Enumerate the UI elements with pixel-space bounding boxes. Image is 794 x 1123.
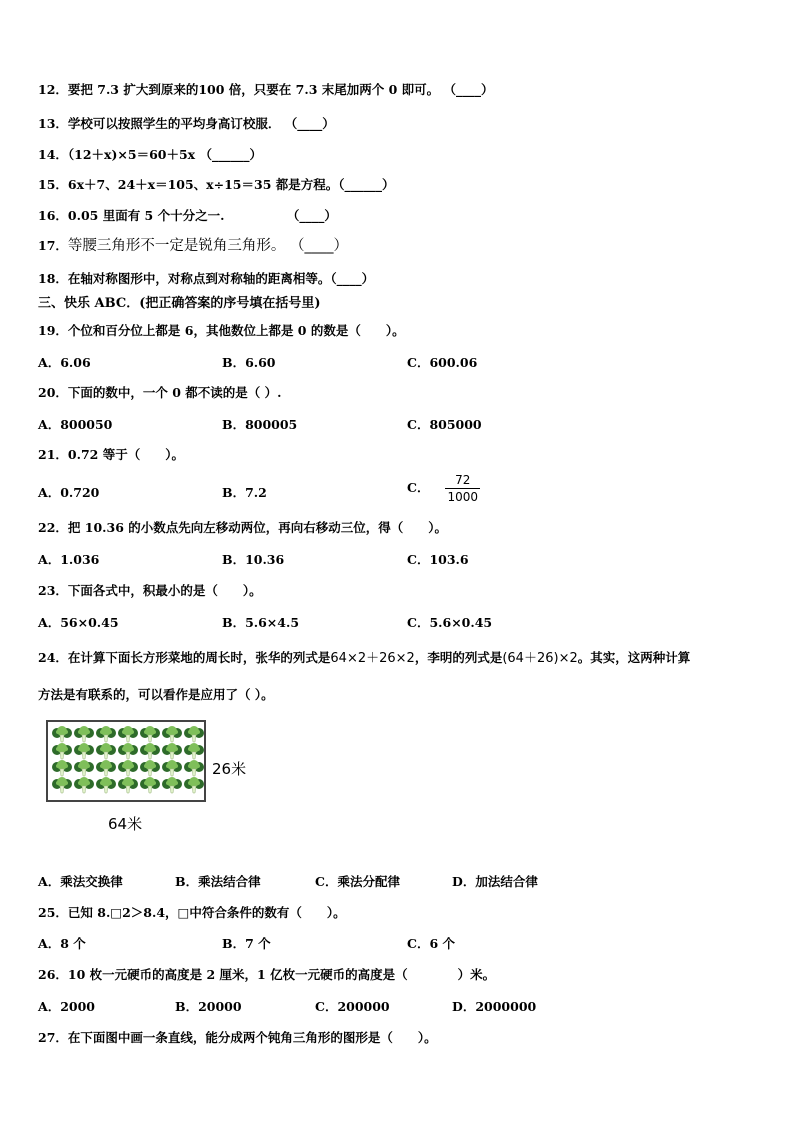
q26: 26．10 枚一元硬币的高度是 2 厘米，1 亿枚一元硬币的高度是（ ）米。 — [38, 967, 496, 982]
q21: 21．0.72 等于（ ）。 — [38, 447, 184, 462]
q21-option-c — [407, 472, 480, 505]
cabbage-icon — [52, 743, 72, 760]
q23-option-c: C．5.6×0.45 — [407, 615, 493, 630]
q25-option-a: A．8 个 — [38, 936, 86, 951]
q22: 22．把 10.36 的小数点先向左移动两位，再向右移动三位，得（ ）。 — [38, 520, 447, 535]
q24-option-d: D．加法结合律 — [452, 874, 538, 889]
cabbage-icon — [140, 743, 160, 760]
q19-option-c: C．600.06 — [407, 355, 478, 370]
cabbage-icon — [74, 760, 94, 777]
q23-option-b: B．5.6×4.5 — [222, 615, 300, 630]
q26-option-a: A．2000 — [38, 999, 95, 1014]
cabbage-icon — [74, 726, 94, 743]
cabbage-icon — [162, 726, 182, 743]
cabbage-icon — [140, 760, 160, 777]
q13: 13．学校可以按照学生的平均身高订校服． （____） — [38, 116, 335, 131]
cabbage-icon — [184, 777, 204, 794]
q19-option-b: B．6.60 — [222, 355, 276, 370]
q24 — [38, 650, 690, 667]
q25-option-c: C．6 个 — [407, 936, 455, 951]
q24-option-c: C．乘法分配律 — [315, 874, 400, 889]
cabbage-icon — [118, 726, 138, 743]
q17-number: 17． — [38, 238, 68, 253]
vegetable-garden-rectangle — [46, 720, 206, 802]
q19: 19．个位和百分位上都是 6，其他数位上都是 0 的数是（ ）。 — [38, 323, 405, 338]
cabbage-icon — [52, 777, 72, 794]
q26-option-b: B．20000 — [175, 999, 242, 1014]
cabbage-icon — [162, 743, 182, 760]
q26-option-d: D．2000000 — [452, 999, 537, 1014]
q12: 12．要把 7.3 扩大到原来的100 倍，只要在 7.3 末尾加两个 0 即可。 （____） — [38, 82, 494, 97]
q24-text-c: 。其实，这两种计算 — [577, 650, 691, 665]
q24-line-2: 方法是有联系的，可以看作是应用了（ ）。 — [38, 687, 274, 702]
q14: 14．（12＋x)×5＝60＋5x （______） — [38, 147, 262, 162]
q18: 18．在轴对称图形中，对称点到对称轴的距离相等。（____） — [38, 271, 375, 286]
q16-blank: （____） — [286, 208, 337, 223]
cabbage-icon — [74, 743, 94, 760]
cabbage-icon — [96, 726, 116, 743]
cabbage-icon — [118, 760, 138, 777]
q21-option-c-label: C． — [407, 480, 430, 495]
q23: 23．下面各式中，积最小的是（ ）。 — [38, 583, 262, 598]
q24-text-a: 24．在计算下面长方形菜地的周长时，张华的列式是 — [38, 650, 331, 665]
section-3-heading: 三、快乐 ABC．(把正确答案的序号填在括号里) — [38, 296, 321, 311]
cabbage-icon — [184, 743, 204, 760]
cabbage-icon — [118, 777, 138, 794]
q17-text: 等腰三角形不一定是锐角三角形。 （____） — [67, 238, 349, 254]
q21-option-a: A．0.720 — [38, 485, 100, 500]
cabbage-icon — [184, 726, 204, 743]
q24-expression-2: (64＋26)×2 — [502, 651, 578, 666]
q16-text: 16．0.05 里面有 5 个十分之一. — [38, 208, 225, 223]
q17 — [38, 238, 348, 254]
cabbage-icon — [96, 743, 116, 760]
cabbage-icon — [140, 777, 160, 794]
q24-option-b: B．乘法结合律 — [175, 874, 261, 889]
q23-option-a: A．56×0.45 — [38, 615, 119, 630]
cabbage-icon — [184, 760, 204, 777]
cabbage-icon — [96, 760, 116, 777]
cabbage-icon — [140, 726, 160, 743]
q22-option-c: C．103.6 — [407, 552, 469, 567]
q20: 20．下面的数中，一个 0 都不读的是（ ）. — [38, 385, 282, 400]
figure-width-label: 64米 — [108, 815, 143, 833]
cabbage-icon — [52, 760, 72, 777]
q24-option-a: A．乘法交换律 — [38, 874, 123, 889]
q25-option-b: B．7 个 — [222, 936, 271, 951]
q22-option-a: A．1.036 — [38, 552, 100, 567]
q24-text-b: ，李明的列式是 — [414, 650, 503, 665]
cabbage-icon — [74, 777, 94, 794]
cabbage-icon — [96, 777, 116, 794]
cabbage-icon — [118, 743, 138, 760]
vegetable-grid — [52, 726, 204, 794]
q27: 27．在下面图中画一条直线，能分成两个钝角三角形的图形是（ ）。 — [38, 1030, 437, 1045]
q19-option-a: A．6.06 — [38, 355, 91, 370]
fraction-denominator: 1000 — [447, 490, 478, 504]
q15: 15．6x＋7、24＋x＝105、x÷15＝35 都是方程。（______） — [38, 177, 395, 192]
q21-fraction — [445, 472, 480, 505]
cabbage-icon — [52, 726, 72, 743]
fraction-numerator: 72 — [455, 473, 471, 487]
figure-height-label: 26米 — [212, 760, 247, 778]
q16 — [38, 208, 337, 224]
q25: 25．已知 8.□2＞8.4，□中符合条件的数有（ ）。 — [38, 905, 346, 920]
cabbage-icon — [162, 777, 182, 794]
cabbage-icon — [162, 760, 182, 777]
q24-expression-1: 64×2＋26×2 — [330, 651, 415, 666]
q20-option-a: A．800050 — [38, 417, 113, 432]
q22-option-b: B．10.36 — [222, 552, 285, 567]
q26-option-c: C．200000 — [315, 999, 390, 1014]
q20-option-b: B．800005 — [222, 417, 298, 432]
q20-option-c: C．805000 — [407, 417, 482, 432]
q21-option-b: B．7.2 — [222, 485, 267, 500]
